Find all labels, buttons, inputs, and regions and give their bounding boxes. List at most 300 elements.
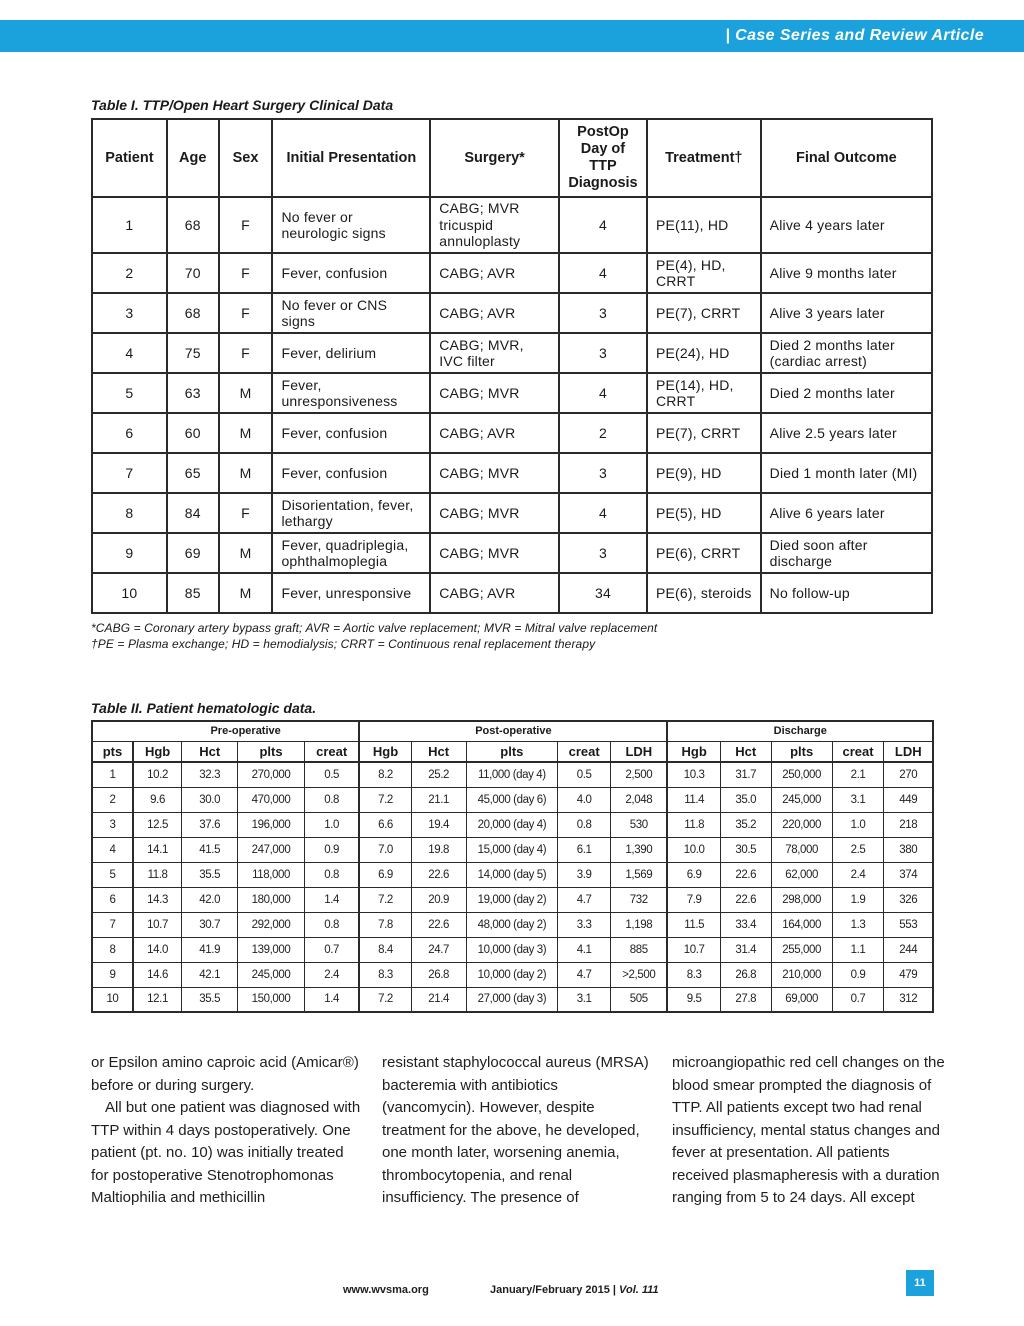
table-cell: 10,000 (day 2): [466, 962, 558, 987]
table-cell: 10.7: [133, 912, 182, 937]
table-cell: 245,000: [238, 962, 305, 987]
table-cell: 164,000: [771, 912, 832, 937]
table-cell: 30.0: [182, 787, 238, 812]
table-cell: 3.9: [558, 862, 611, 887]
footer-date: January/February 2015 |: [490, 1284, 616, 1296]
table-cell: 31.4: [720, 937, 771, 962]
table-cell: 22.6: [720, 862, 771, 887]
table-cell: PE(24), HD: [647, 333, 761, 373]
col-header: Hct: [411, 741, 466, 762]
table-cell: 30.5: [720, 837, 771, 862]
table-cell: 4: [92, 333, 167, 373]
table-row: [92, 862, 933, 887]
table-cell: 4.7: [558, 887, 611, 912]
table-cell: 4: [559, 253, 647, 293]
table-cell: Fever, unresponsive: [272, 573, 430, 613]
col-header: PostOp Day of TTP Diagnosis: [559, 119, 647, 197]
footer-issue: [490, 1284, 659, 1296]
table-cell: Died 1 month later (MI): [761, 453, 932, 493]
body-column-3: [672, 1052, 947, 1210]
table-cell: 69: [167, 533, 219, 573]
col-header: Patient: [92, 119, 167, 197]
table-cell: 35.2: [720, 812, 771, 837]
table-cell: 9: [92, 962, 133, 987]
table-cell: 41.9: [182, 937, 238, 962]
table-row: [92, 373, 932, 413]
table-cell: 70: [167, 253, 219, 293]
table-cell: 7.2: [359, 787, 411, 812]
table-cell: 65: [167, 453, 219, 493]
table-cell: 10: [92, 573, 167, 613]
table-cell: 14.0: [133, 937, 182, 962]
table-cell: 885: [611, 937, 668, 962]
col-header: plts: [466, 741, 558, 762]
table-cell: 8.4: [359, 937, 411, 962]
table-cell: Disorientation, fever, lethargy: [272, 493, 430, 533]
table-cell: 255,000: [771, 937, 832, 962]
page-number: 11: [906, 1270, 934, 1296]
table-cell: 245,000: [771, 787, 832, 812]
table-cell: F: [219, 333, 273, 373]
table-cell: CABG; AVR: [430, 253, 559, 293]
table-cell: 8.2: [359, 762, 411, 787]
table-cell: 10: [92, 987, 133, 1012]
table-cell: CABG; MVR, IVC filter: [430, 333, 559, 373]
col-header: Sex: [219, 119, 273, 197]
table-cell: 2: [92, 253, 167, 293]
table-row: [92, 573, 932, 613]
table-cell: CABG; MVR tricuspid annuloplasty: [430, 197, 559, 253]
col-header: Age: [167, 119, 219, 197]
table-cell: CABG; AVR: [430, 293, 559, 333]
hematologic-data-table: [91, 720, 934, 1013]
table-cell: 60: [167, 413, 219, 453]
table-cell: 326: [884, 887, 933, 912]
table-cell: 24.7: [411, 937, 466, 962]
table-cell: 68: [167, 293, 219, 333]
table-cell: 6.1: [558, 837, 611, 862]
table-cell: F: [219, 293, 273, 333]
table-cell: 35.5: [182, 987, 238, 1012]
table-cell: 27.8: [720, 987, 771, 1012]
col-header: plts: [771, 741, 832, 762]
col-header: Hgb: [359, 741, 411, 762]
col-header: Hct: [182, 741, 238, 762]
table-cell: 0.5: [558, 762, 611, 787]
table-cell: 1.0: [304, 812, 359, 837]
table-cell: Fever, confusion: [272, 453, 430, 493]
table-cell: CABG; MVR: [430, 493, 559, 533]
table-cell: 32.3: [182, 762, 238, 787]
table-cell: 220,000: [771, 812, 832, 837]
table-cell: 270: [884, 762, 933, 787]
top-banner: [0, 20, 1024, 52]
col-header: creat: [832, 741, 884, 762]
table-cell: 35.5: [182, 862, 238, 887]
paragraph: All but one patient was diagnosed with TTP within 4 days postoperatively. One patient (pt. no. 10) was initially treated for postoperative Stenotrophomonas Maltiophilia and methicillin: [91, 1099, 361, 1206]
table-cell: 75: [167, 333, 219, 373]
table-cell: 22.6: [411, 912, 466, 937]
section-label: | Case Series and Review Article: [725, 27, 984, 44]
table-cell: 26.8: [411, 962, 466, 987]
table-cell: 69,000: [771, 987, 832, 1012]
table-cell: 374: [884, 862, 933, 887]
table-row: [92, 887, 933, 912]
table-cell: 85: [167, 573, 219, 613]
table-cell: 1.0: [832, 812, 884, 837]
col-header: Initial Presentation: [272, 119, 430, 197]
table-cell: 3.3: [558, 912, 611, 937]
group-header: Pre-operative: [133, 721, 359, 741]
table-cell: 34: [559, 573, 647, 613]
table-cell: F: [219, 253, 273, 293]
table-cell: 7.2: [359, 987, 411, 1012]
table-cell: 2.4: [832, 862, 884, 887]
table-cell: 21.1: [411, 787, 466, 812]
table-cell: 2.4: [304, 962, 359, 987]
col-header: Final Outcome: [761, 119, 932, 197]
table2-header-row: [92, 741, 933, 762]
table-cell: F: [219, 197, 273, 253]
table-cell: Died soon after discharge: [761, 533, 932, 573]
paragraph: or Epsilon amino caproic acid (Amicar®) before or during surgery.: [91, 1054, 359, 1094]
table-cell: 1,390: [611, 837, 668, 862]
table-cell: PE(11), HD: [647, 197, 761, 253]
table-cell: M: [219, 413, 273, 453]
table-row: [92, 533, 932, 573]
table-cell: 139,000: [238, 937, 305, 962]
col-header: LDH: [884, 741, 933, 762]
table-cell: M: [219, 373, 273, 413]
table-cell: 2: [559, 413, 647, 453]
table-cell: 26.8: [720, 962, 771, 987]
table-cell: 6.9: [359, 862, 411, 887]
table-cell: 180,000: [238, 887, 305, 912]
table-cell: 3: [559, 333, 647, 373]
table-cell: 8.3: [359, 962, 411, 987]
table-cell: 0.5: [304, 762, 359, 787]
table-cell: 10.0: [667, 837, 720, 862]
table-cell: 0.8: [304, 787, 359, 812]
col-header: Treatment†: [647, 119, 761, 197]
clinical-data-table: [91, 118, 933, 614]
table-cell: 0.9: [832, 962, 884, 987]
table-cell: 7.9: [667, 887, 720, 912]
table-cell: 9: [92, 533, 167, 573]
table-cell: 270,000: [238, 762, 305, 787]
table-cell: 14,000 (day 5): [466, 862, 558, 887]
table-row: [92, 293, 932, 333]
table-cell: 479: [884, 962, 933, 987]
table-cell: 7: [92, 912, 133, 937]
table-cell: 530: [611, 812, 668, 837]
table-cell: 2: [92, 787, 133, 812]
table-cell: 4: [92, 837, 133, 862]
table-cell: 42.1: [182, 962, 238, 987]
table-cell: 4.7: [558, 962, 611, 987]
table-cell: 8.3: [667, 962, 720, 987]
table-row: [92, 837, 933, 862]
table-cell: Alive 2.5 years later: [761, 413, 932, 453]
table-cell: No follow-up: [761, 573, 932, 613]
table-cell: 11.5: [667, 912, 720, 937]
table-cell: Alive 3 years later: [761, 293, 932, 333]
table-row: [92, 762, 933, 787]
group-header: Discharge: [667, 721, 933, 741]
table-cell: 20,000 (day 4): [466, 812, 558, 837]
table-cell: 0.7: [832, 987, 884, 1012]
table-row: [92, 197, 932, 253]
table-cell: 1.4: [304, 987, 359, 1012]
table-cell: 244: [884, 937, 933, 962]
table-cell: 449: [884, 787, 933, 812]
table-cell: 5: [92, 862, 133, 887]
table-cell: 298,000: [771, 887, 832, 912]
table-cell: 19,000 (day 2): [466, 887, 558, 912]
table-row: [92, 413, 932, 453]
table-cell: 3: [92, 812, 133, 837]
table-cell: 7: [92, 453, 167, 493]
body-column-2: [382, 1052, 652, 1210]
table-cell: 10,000 (day 3): [466, 937, 558, 962]
table-cell: 22.6: [720, 887, 771, 912]
table-cell: 196,000: [238, 812, 305, 837]
table-cell: 62,000: [771, 862, 832, 887]
table-cell: 5: [92, 373, 167, 413]
table-cell: 63: [167, 373, 219, 413]
col-header: plts: [238, 741, 305, 762]
table-cell: 505: [611, 987, 668, 1012]
col-header: LDH: [611, 741, 668, 762]
footer-volume: Vol. 111: [619, 1284, 659, 1296]
table-cell: 312: [884, 987, 933, 1012]
table-cell: 14.3: [133, 887, 182, 912]
table-cell: 45,000 (day 6): [466, 787, 558, 812]
table-cell: Fever, unresponsiveness: [272, 373, 430, 413]
table-cell: 8: [92, 493, 167, 533]
table-row: [92, 253, 932, 293]
paragraph: resistant staphylococcal aureus (MRSA) bacteremia with antibiotics (vancomycin). However, despite treatment for the above, he developed, one month later, worsening anemia, thrombocytopenia, and renal insufficiency. The presence of: [382, 1054, 649, 1206]
table-cell: 3: [92, 293, 167, 333]
table-cell: 6.6: [359, 812, 411, 837]
table-cell: 8: [92, 937, 133, 962]
table-cell: 10.7: [667, 937, 720, 962]
table-cell: Alive 6 years later: [761, 493, 932, 533]
table-cell: 31.7: [720, 762, 771, 787]
table-cell: 11.4: [667, 787, 720, 812]
table-cell: 118,000: [238, 862, 305, 887]
table-cell: 7.8: [359, 912, 411, 937]
table-cell: 84: [167, 493, 219, 533]
table-cell: M: [219, 453, 273, 493]
table-cell: 7.0: [359, 837, 411, 862]
table-cell: Alive 9 months later: [761, 253, 932, 293]
table1-footnote-treatment: †PE = Plasma exchange; HD = hemodialysis; CRRT = Continuous renal replacement therapy: [91, 637, 596, 651]
table-cell: 553: [884, 912, 933, 937]
table-cell: Died 2 months later (cardiac arrest): [761, 333, 932, 373]
table-row: [92, 987, 933, 1012]
table-cell: 25.2: [411, 762, 466, 787]
table-cell: 4: [559, 373, 647, 413]
table-cell: 3.1: [558, 987, 611, 1012]
table-cell: 3: [559, 293, 647, 333]
table-cell: 12.5: [133, 812, 182, 837]
table-cell: PE(5), HD: [647, 493, 761, 533]
table2-caption: Table II. Patient hematologic data.: [91, 700, 317, 716]
table-cell: 1.3: [832, 912, 884, 937]
table-cell: 3: [559, 453, 647, 493]
table-cell: 2,048: [611, 787, 668, 812]
footer-url: www.wvsma.org: [343, 1284, 429, 1296]
table-row: [92, 912, 933, 937]
table-cell: CABG; MVR: [430, 453, 559, 493]
table-cell: Fever, confusion: [272, 413, 430, 453]
col-header: Surgery*: [430, 119, 559, 197]
table-cell: M: [219, 573, 273, 613]
table-cell: 6: [92, 413, 167, 453]
table-cell: 247,000: [238, 837, 305, 862]
table-cell: PE(6), CRRT: [647, 533, 761, 573]
table-cell: 12.1: [133, 987, 182, 1012]
table-cell: 6: [92, 887, 133, 912]
table-cell: 10.3: [667, 762, 720, 787]
table-cell: 250,000: [771, 762, 832, 787]
table-cell: CABG; MVR: [430, 373, 559, 413]
table-cell: 33.4: [720, 912, 771, 937]
table-row: [92, 453, 932, 493]
table-cell: 4: [559, 493, 647, 533]
table1-footnote-abbrev: *CABG = Coronary artery bypass graft; AVR = Aortic valve replacement; MVR = Mitral valve replacement: [91, 621, 658, 635]
table-cell: PE(14), HD, CRRT: [647, 373, 761, 413]
paragraph: microangiopathic red cell changes on the blood smear prompted the diagnosis of TTP. All patients except two had renal insufficiency, mental status changes and fever at presentation. All patients received plasmapheresis with a duration ranging from 5 to 24 days. All except: [672, 1054, 945, 1206]
table-cell: 732: [611, 887, 668, 912]
table-cell: 4.0: [558, 787, 611, 812]
table-cell: 27,000 (day 3): [466, 987, 558, 1012]
table-cell: 9.5: [667, 987, 720, 1012]
table-cell: 11.8: [133, 862, 182, 887]
table-cell: 37.6: [182, 812, 238, 837]
body-column-1: [91, 1052, 361, 1210]
group-spacer: [92, 721, 133, 741]
table-cell: M: [219, 533, 273, 573]
table-cell: 78,000: [771, 837, 832, 862]
table-cell: 14.6: [133, 962, 182, 987]
table-row: [92, 333, 932, 373]
table1-header-row: [92, 119, 932, 197]
col-header: Hct: [720, 741, 771, 762]
table-cell: 4.1: [558, 937, 611, 962]
table-cell: CABG; AVR: [430, 413, 559, 453]
table-cell: 2,500: [611, 762, 668, 787]
table-cell: 0.8: [304, 912, 359, 937]
table-cell: Fever, quadriplegia, ophthalmoplegia: [272, 533, 430, 573]
table-cell: 380: [884, 837, 933, 862]
table-cell: PE(6), steroids: [647, 573, 761, 613]
table-cell: 2.5: [832, 837, 884, 862]
table-cell: 41.5: [182, 837, 238, 862]
table-cell: 3.1: [832, 787, 884, 812]
table-cell: Fever, delirium: [272, 333, 430, 373]
table-cell: 1: [92, 197, 167, 253]
table-cell: >2,500: [611, 962, 668, 987]
table-cell: 11,000 (day 4): [466, 762, 558, 787]
table-cell: 2.1: [832, 762, 884, 787]
table-cell: 10.2: [133, 762, 182, 787]
table-cell: 1.1: [832, 937, 884, 962]
table-cell: 4: [559, 197, 647, 253]
table-cell: PE(4), HD, CRRT: [647, 253, 761, 293]
table-cell: 292,000: [238, 912, 305, 937]
table-cell: 19.4: [411, 812, 466, 837]
table-cell: 20.9: [411, 887, 466, 912]
table1-caption: Table I. TTP/Open Heart Surgery Clinical Data: [91, 97, 394, 113]
table-cell: No fever or CNS signs: [272, 293, 430, 333]
table-cell: 0.9: [304, 837, 359, 862]
table-cell: 0.7: [304, 937, 359, 962]
col-header: Hgb: [667, 741, 720, 762]
col-header: pts: [92, 741, 133, 762]
table-cell: 1,198: [611, 912, 668, 937]
table-cell: 35.0: [720, 787, 771, 812]
table-row: [92, 493, 932, 533]
table-cell: Fever, confusion: [272, 253, 430, 293]
table-cell: 1: [92, 762, 133, 787]
table-cell: 7.2: [359, 887, 411, 912]
table-cell: 48,000 (day 2): [466, 912, 558, 937]
table-cell: 14.1: [133, 837, 182, 862]
table-cell: 1.9: [832, 887, 884, 912]
table-cell: 210,000: [771, 962, 832, 987]
table-cell: 22.6: [411, 862, 466, 887]
table-row: [92, 787, 933, 812]
table-cell: Alive 4 years later: [761, 197, 932, 253]
group-header: Post-operative: [359, 721, 667, 741]
col-header: creat: [304, 741, 359, 762]
table-cell: 470,000: [238, 787, 305, 812]
table-cell: 30.7: [182, 912, 238, 937]
table-cell: 150,000: [238, 987, 305, 1012]
table-cell: 1,569: [611, 862, 668, 887]
table-cell: 6.9: [667, 862, 720, 887]
table-cell: Died 2 months later: [761, 373, 932, 413]
table-cell: CABG; AVR: [430, 573, 559, 613]
table-cell: 3: [559, 533, 647, 573]
table-cell: 68: [167, 197, 219, 253]
table-cell: 42.0: [182, 887, 238, 912]
table-cell: PE(9), HD: [647, 453, 761, 493]
table-cell: 9.6: [133, 787, 182, 812]
table-cell: 218: [884, 812, 933, 837]
table-cell: PE(7), CRRT: [647, 293, 761, 333]
table-cell: 0.8: [558, 812, 611, 837]
table-row: [92, 937, 933, 962]
col-header: Hgb: [133, 741, 182, 762]
table-row: [92, 812, 933, 837]
table-cell: 1.4: [304, 887, 359, 912]
table2-group-row: [92, 721, 933, 741]
table-cell: 15,000 (day 4): [466, 837, 558, 862]
table-cell: No fever or neurologic signs: [272, 197, 430, 253]
table-cell: 21.4: [411, 987, 466, 1012]
table-cell: 19.8: [411, 837, 466, 862]
table-row: [92, 962, 933, 987]
table-cell: 11.8: [667, 812, 720, 837]
table-cell: PE(7), CRRT: [647, 413, 761, 453]
col-header: creat: [558, 741, 611, 762]
table-cell: 0.8: [304, 862, 359, 887]
table-cell: CABG; MVR: [430, 533, 559, 573]
table-cell: F: [219, 493, 273, 533]
